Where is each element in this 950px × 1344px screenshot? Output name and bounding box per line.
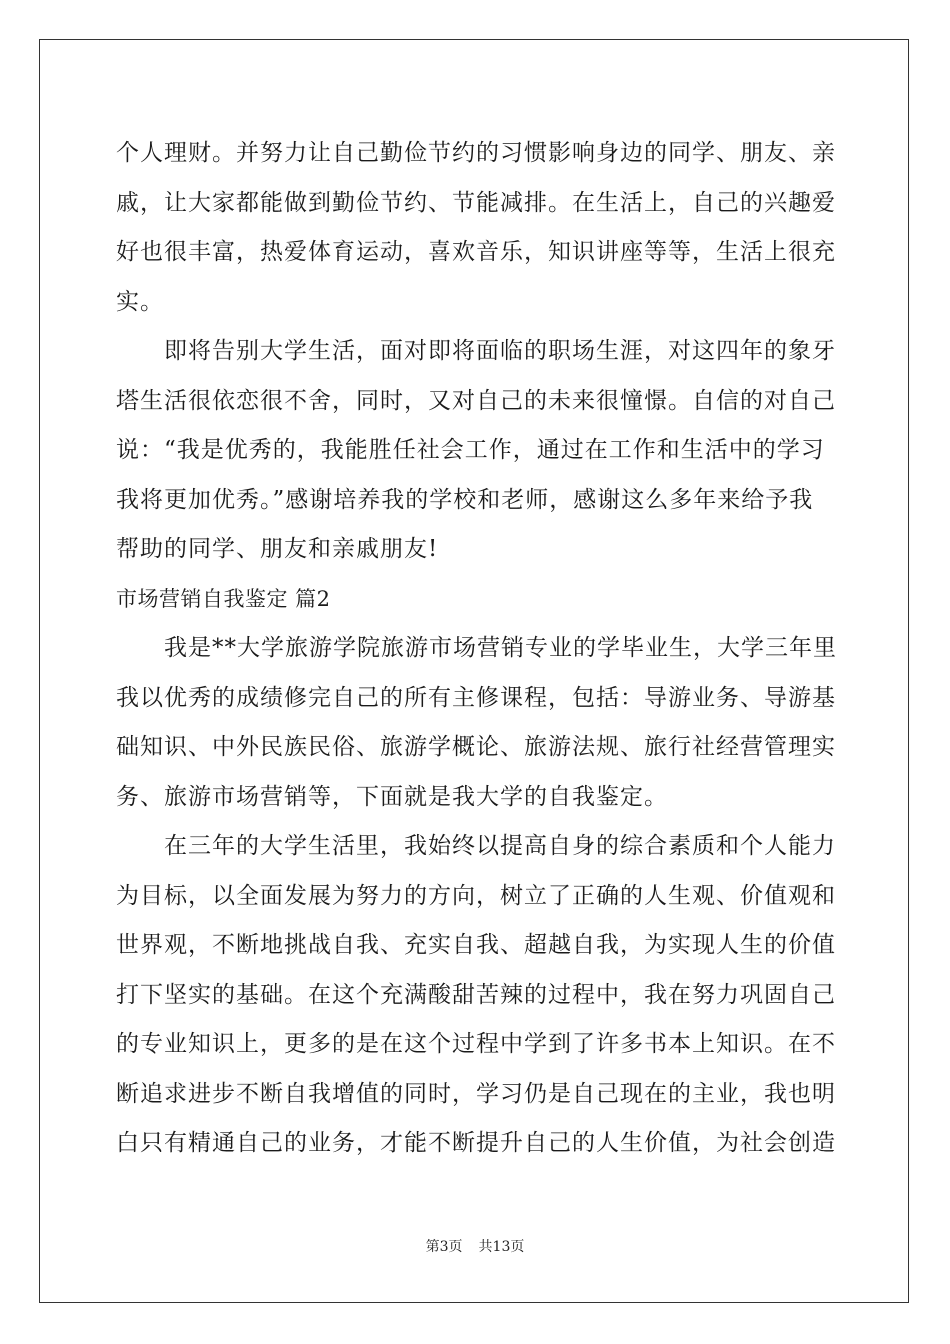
section-heading: 市场营销自我鉴定 篇2 [116,586,331,611]
document-body [116,129,836,1169]
text-line: 好也很丰富，热爱体育运动，喜欢音乐，知识讲座等等，生活上很充 [116,239,836,265]
page-total: 共13页 [478,1239,525,1255]
text-line: 础知识、中外民族民俗、旅游学概论、旅游法规、旅行社经营管理实 [116,734,836,760]
text-line: 个人理财。并努力让自己勤俭节约的习惯影响身边的同学、朋友、亲 [116,140,836,166]
text-line: 打下坚实的基础。在这个充满酸甜苦辣的过程中，我在努力巩固自己 [116,981,836,1008]
text-line: 白只有精通自己的业务，才能不断提升自己的人生价值，为社会创造 [116,1130,836,1156]
text-line: 的专业知识上，更多的是在这个过程中学到了许多书本上知识。在不 [116,1031,836,1057]
text-line: 戚，让大家都能做到勤俭节约、节能减排。在生活上，自己的兴趣爱 [116,189,836,216]
text-line: 我将更加优秀。”感谢培养我的学校和老师，感谢这么多年来给予我 [116,486,814,513]
text-line: 塔生活很依恋很不舍，同时，又对自己的未来很憧憬。自信的对自己 [116,387,836,414]
text-line: 世界观，不断地挑战自我、充实自我、超越自我，为实现人生的价值 [116,932,836,958]
page-number: 第3页 [425,1239,463,1255]
page-footer [0,1236,950,1256]
text-line: 我是**大学旅游学院旅游市场营销专业的学毕业生，大学三年里 [164,635,837,661]
text-line: 务、旅游市场营销等，下面就是我大学的自我鉴定。 [116,783,668,810]
text-line: 帮助的同学、朋友和亲戚朋友! [116,536,439,562]
text-line: 即将告别大学生活，面对即将面临的职场生涯，对这四年的象牙 [164,338,836,364]
text-line: 在三年的大学生活里，我始终以提高自身的综合素质和个人能力 [164,833,836,859]
text-line: 实。 [116,288,164,315]
text-line: 说：“我是优秀的，我能胜任社会工作，通过在工作和生活中的学习 [116,437,825,463]
text-line: 断追求进步不断自我增值的同时，学习仍是自己现在的主业，我也明 [116,1080,836,1107]
text-line: 为目标，以全面发展为努力的方向，树立了正确的人生观、价值观和 [116,882,836,909]
text-line: 我以优秀的成绩修完自己的所有主修课程，包括：导游业务、导游基 [116,684,836,711]
